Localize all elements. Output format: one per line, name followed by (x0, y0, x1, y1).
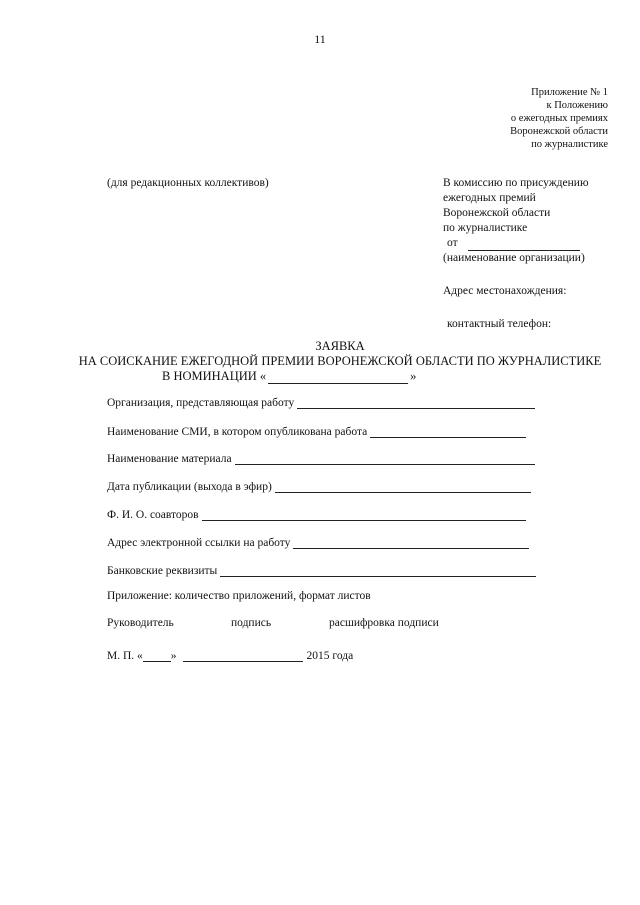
bank-blank[interactable] (220, 566, 536, 577)
from-row (443, 236, 589, 251)
from-blank[interactable] (468, 239, 580, 251)
from-label: от (447, 237, 458, 249)
field-label: Ф. И. О. соавторов (107, 509, 199, 521)
appendix-line: о ежегодных премиях (510, 113, 608, 124)
nomination-row (162, 369, 416, 384)
field-label: Наименование материала (107, 453, 232, 465)
field-label: Дата публикации (выхода в эфир) (107, 481, 272, 493)
stamp-close: » (170, 650, 177, 662)
attachment-line (107, 590, 371, 602)
head-label: Руководитель (107, 617, 174, 629)
nomination-suffix: » (410, 369, 417, 383)
material-name-blank[interactable] (235, 454, 535, 465)
collective-note: (для редакционных коллективов) (107, 177, 269, 189)
media-name-blank[interactable] (370, 427, 526, 438)
publication-date-blank[interactable] (275, 482, 531, 493)
month-blank[interactable] (183, 651, 303, 662)
addressee-line: по журналистике (443, 222, 528, 234)
field-material-name (107, 453, 535, 465)
application-title (0, 339, 640, 369)
day-blank[interactable] (143, 651, 171, 662)
field-label: Банковские реквизиты (107, 565, 218, 577)
appendix-line: по журналистике (531, 139, 608, 150)
org-hint: (наименование организации) (443, 252, 585, 264)
addressee-line: ежегодных премий (443, 192, 536, 204)
addressee-line: Воронежской области (443, 207, 551, 219)
field-organization (107, 397, 535, 409)
appendix-line: к Положению (546, 100, 608, 111)
location-label: Адрес местонахождения: (443, 285, 567, 297)
link-blank[interactable] (293, 538, 529, 549)
field-media-name (107, 426, 526, 438)
attachment-text: Приложение: количество приложений, формат листов (107, 590, 371, 602)
year-label: 2015 года (306, 650, 354, 662)
stamp-date-row (107, 650, 353, 662)
field-link (107, 537, 529, 549)
field-label: Адрес электронной ссылки на работу (107, 537, 291, 549)
addressee-line: В комиссию по присуждению (443, 177, 589, 189)
addressee-block (443, 176, 589, 332)
organization-blank[interactable] (297, 398, 535, 409)
page-number: 11 (314, 32, 326, 46)
title-subheading: НА СОИСКАНИЕ ЕЖЕГОДНОЙ ПРЕМИИ ВОРОНЕЖСКОЙ ОБЛАСТИ ПО ЖУРНАЛИСТИКЕ (78, 354, 602, 368)
field-publication-date (107, 481, 531, 493)
phone-label: контактный телефон: (447, 318, 552, 330)
decode-label: расшифровка подписи (329, 617, 439, 629)
nomination-blank[interactable] (268, 372, 408, 384)
stamp-label: М. П. « (107, 650, 143, 662)
title-heading: ЗАЯВКА (315, 339, 365, 353)
sign-label: подпись (231, 617, 272, 629)
nomination-prefix: В НОМИНАЦИИ « (162, 369, 267, 383)
appendix-line: Приложение № 1 (531, 87, 608, 98)
appendix-header (510, 86, 608, 151)
field-label: Организация, представляющая работу (107, 397, 295, 409)
field-coauthors (107, 509, 526, 521)
field-label: Наименование СМИ, в котором опубликована работа (107, 426, 368, 438)
field-bank (107, 565, 536, 577)
appendix-line: Воронежской области (510, 126, 608, 137)
coauthors-blank[interactable] (202, 510, 526, 521)
